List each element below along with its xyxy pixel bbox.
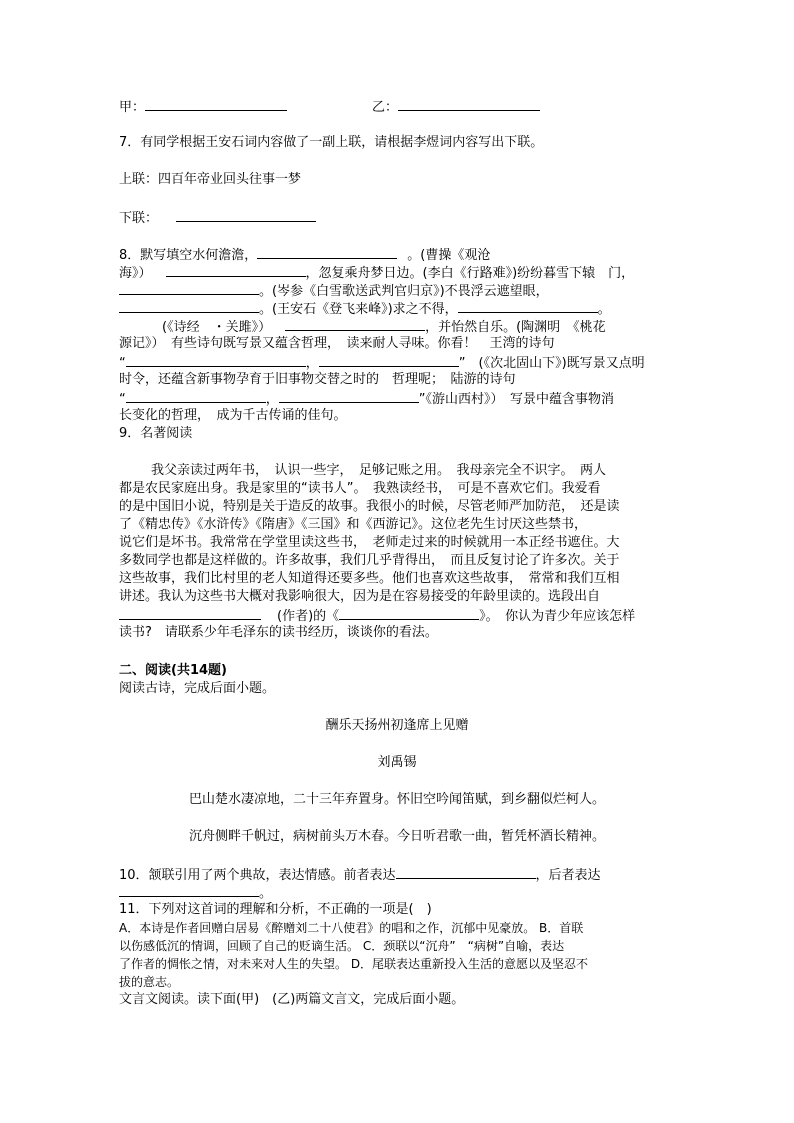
- q10-line-2: 。: [119, 883, 272, 903]
- q11-options-1: A．本诗是作者回赠白居易《醉赠刘二十八使君》的唱和之作，沉郁中见豪放。 B．首联: [119, 921, 584, 935]
- q9-para-6: 多数同学也都是这样做的。许多故事，我们几乎背得出， 而且反复讨论了许多次。关于: [119, 553, 620, 568]
- q8-blank-8[interactable]: [319, 353, 459, 367]
- q8-blank-10[interactable]: [279, 389, 419, 403]
- q8-line-5: (《诗经 ・关雎》） ，并怡然自乐。(陶渊明 《桃花: [162, 317, 606, 337]
- q8-line-10: 长变化的哲理， 成为千古传诵的佳句。: [119, 408, 347, 423]
- q10-blank-1[interactable]: [396, 865, 536, 879]
- q9-title: 9．名著阅读: [119, 426, 193, 441]
- q7-lower-blank[interactable]: [176, 208, 316, 222]
- q8-blank-4[interactable]: [119, 299, 259, 313]
- q9-para-5: 说它们是坏书。我常常在学堂里读这些书， 老师走过来的时候就用一本正经书遮住。大: [119, 535, 620, 550]
- q9-para-10: 读书? 请联系少年毛泽东的读书经历，谈谈你的看法。: [119, 625, 438, 640]
- q9-para-4: 了《精忠传》《水浒传》《隋唐》《三国》和《西游记》。这位老先生讨厌这些禁书，: [119, 517, 588, 532]
- q7-upper: 上联：四百年帝业回头往事一梦: [119, 172, 302, 187]
- q9-para-3: 的是中国旧小说，特别是关于造反的故事。我很小的时候，尽管老师严加防范， 还是读: [119, 499, 620, 514]
- q8-line-6: 源记》） 有些诗句既写景又蕴含哲理， 读来耐人寻味。你看！ 王湾的诗句: [119, 336, 555, 351]
- q11-options-4: 拔的意志。: [119, 975, 180, 989]
- q7-lower: [119, 208, 316, 228]
- q11-options-3: 了作者的惆怅之情，对未来对人生的失望。 D．尾联表达重新投入生活的意愿以及坚忍不: [119, 957, 589, 971]
- q8-blank-7[interactable]: [126, 353, 306, 367]
- jia-label: 甲：: [119, 100, 146, 115]
- q8-line-1: 8．默写填空水何澹澹， 。(曹操《观沧: [119, 245, 490, 265]
- q9-para-7: 这些故事，我们比村里的老人知道得还要多些。他们也喜欢这些故事， 常常和我们互相: [119, 571, 620, 586]
- q8-blank-1[interactable]: [257, 245, 397, 259]
- q8-blank-2[interactable]: [166, 263, 306, 277]
- q8-line-4: 。(王安石《登飞来峰》)求之不得， 。: [119, 299, 611, 319]
- q8-line-3: 。(岑参《白雪歌送武判官归京》)不畏浮云遮望眼，: [119, 281, 549, 301]
- q8-blank-5[interactable]: [458, 299, 598, 313]
- q9-book-blank[interactable]: [339, 606, 479, 620]
- q8-blank-9[interactable]: [126, 389, 266, 403]
- q10-line-1: 10．颔联引用了两个典故，表达情感。前者表达 ，后者表达: [119, 865, 601, 885]
- q7-lower-label: 下联：: [119, 211, 159, 226]
- classical-intro: 文言文阅读。读下面(甲) (乙)两篇文言文，完成后面小题。: [119, 992, 465, 1007]
- jia-blank[interactable]: [145, 97, 287, 111]
- q9-author-blank[interactable]: [119, 606, 261, 620]
- poem-line-2: 沉舟侧畔千帆过，病树前头万木春。今日听君歌一曲，暂凭杯酒长精神。: [188, 829, 605, 844]
- section-2-intro: 阅读古诗，完成后面小题。: [119, 681, 276, 696]
- q10-blank-2[interactable]: [119, 883, 259, 897]
- poem-line-1: 巴山楚水凄凉地，二十三年弃置身。怀旧空吟闻笛赋，到乡翻似烂柯人。: [188, 792, 605, 807]
- q6-line: [119, 97, 287, 117]
- q9-para-1: 我父亲读过两年书， 认识一些字， 足够记账之用。 我母亲完全不识字。 两人: [151, 463, 607, 478]
- q8-line-7: “ ， ” (《次北固山下》)既写景又点明: [119, 353, 645, 373]
- q11-stem: 11．下列对这首词的理解和分析，不正确的一项是( ): [119, 902, 432, 917]
- poem-author: 刘禹锡: [377, 755, 417, 770]
- q7-prompt: 7．有同学根据王安石词内容做了一副上联，请根据李煜词内容写出下联。: [119, 135, 544, 150]
- q8-blank-3[interactable]: [119, 281, 259, 295]
- q9-para-8: 讲述。我认为这些书大概对我影响很大，因为是在容易接受的年龄里读的。选段出自: [119, 589, 601, 604]
- q8-line-9: “ ， ”《游山西村》） 写景中蕴含事物消: [119, 389, 614, 409]
- section-2-heading: 二、阅读(共14题): [119, 663, 227, 678]
- yi-label: 乙：: [372, 100, 399, 115]
- q11-options-2: 以伤感低沉的情调，回顾了自己的贬谪生活。 C．颈联以“沉舟” “病树”自喻，表达: [119, 939, 565, 953]
- q9-para-9: (作者)的《 》。 你认为青少年应该怎样: [119, 606, 635, 626]
- q8-line-8: 时令，还蕴含新事物孕育于旧事物交替之时的 哲理呢； 陆游的诗句: [119, 372, 516, 387]
- q8-line-2: 海》） ，忽复乘舟梦日边。(李白《行路难》)纷纷暮雪下辕 门，: [119, 263, 634, 283]
- poem-title: 酬乐天扬州初逢席上见赠: [325, 718, 469, 733]
- yi-blank[interactable]: [398, 97, 540, 111]
- q9-para-2: 都是农民家庭出身。我是家里的“读书人”。 我熟读经书， 可是不喜欢它们。我爱看: [119, 481, 601, 496]
- q8-blank-6[interactable]: [285, 317, 425, 331]
- q6-line-yi: [372, 97, 540, 117]
